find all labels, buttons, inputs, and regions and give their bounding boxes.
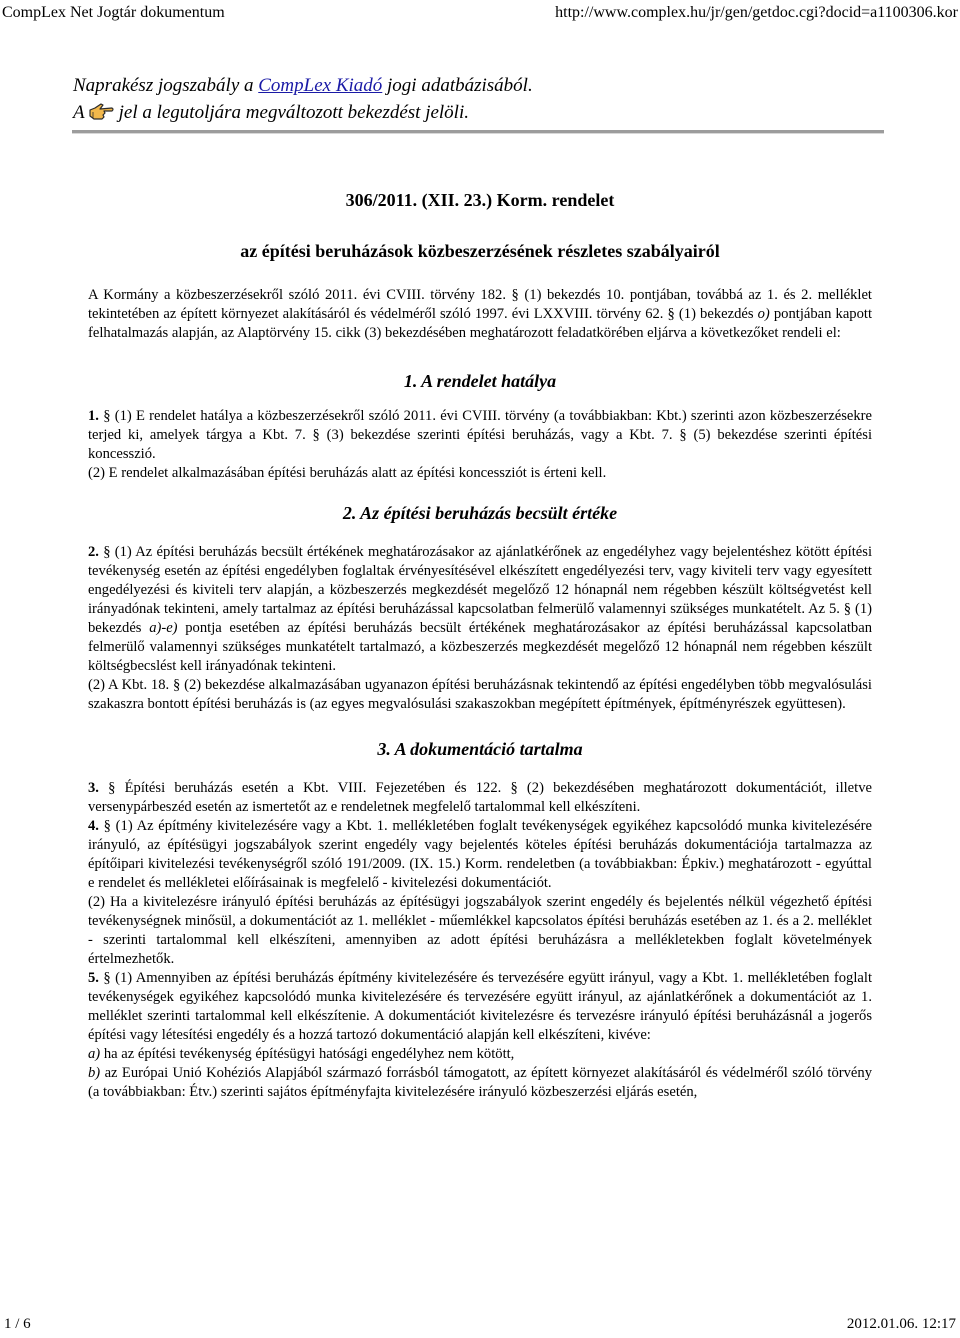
- horizontal-divider: [72, 130, 884, 134]
- notice-line-1: Naprakész jogszabály a CompLex Kiadó jogi adatbázisából.: [73, 75, 533, 96]
- document-subtitle: az építési beruházások közbeszerzésének részletes szabályairól: [240, 241, 720, 261]
- page-app-title: CompLex Net Jogtár dokumentum: [2, 4, 225, 21]
- paragraph-4-2: (2) Ha a kivitelezésre irányuló építési beruházás az építésügyi jogszabályok szerint engedély és bejelentés nélkül végezhető építési tevékenységnek minősül, a dokumentációt az 1. melléklet - műemlékkel kapcsolatos építési beruházás esetében az 1. és a 2. melléklet - szerinti tartalommal kell elkészíteni, amennyiben az adott építési beruházásra a mellékletekben foglalt követelmények értelmezhetők.: [88, 894, 872, 967]
- complex-kiado-link[interactable]: CompLex Kiadó: [258, 75, 383, 96]
- paragraph-1-1: 1. § (1) E rendelet hatálya a közbeszerzésekről szóló 2011. évi CVIII. törvény (a továbbiakban: Kbt.) szerinti azon közbeszerzésekre terjed ki, amelyek tárgya a Kbt. 7. § (3) bekezdése szerinti építési beruházás, vagy a Kbt. 7. § (5) bekezdése szerinti építési koncesszió.: [88, 408, 872, 462]
- page-number: 1 / 6: [4, 1316, 31, 1332]
- browser-header: [0, 0, 960, 26]
- paragraph-4-1: 4. § (1) Az építmény kivitelezésére vagy a Kbt. 1. mellékletében foglalt tevékenységek egyikéhez kapcsolódó munka kivitelezésére irányuló, az építésügyi jogszabályok szerint engedély vagy bejelentés köteles építési beruházás dokumentációja tartalmazza az építőipari kivitelezési tevékenységről szóló 191/2009. (IX. 15.) Korm. rendeletben (a továbbiakban: Épkiv.) meghatározott - egyúttal e rendelet és mellékletei előírásainak is megfelelő - kivitelezési dokumentációt.: [88, 818, 872, 891]
- print-timestamp: 2012.01.06. 12:17: [846, 1316, 956, 1332]
- section-heading-1: 1. A rendelet hatálya: [403, 371, 557, 391]
- paragraph-2-2: (2) A Kbt. 18. § (2) bekezdése alkalmazásában ugyanazon építési beruházásnak tekintendő az építési engedélyben több megvalósulási szakaszra bontott építési beruházás is (az egyes megvalósulási szakaszokban megépített építmények, építményrészek együttesen).: [88, 677, 872, 712]
- list-item-b: b) az Európai Unió Kohéziós Alapjából származó forrásból támogatott, az épített környezet alakításáról és védelméről szóló törvény (a továbbiakban: Étv.) szerinti sajátos építményfajta kivitelezésére irányuló közbeszerzési eljárás esetén,: [88, 1065, 872, 1100]
- section-heading-2: 2. Az építési beruházás becsült értéke: [342, 503, 618, 523]
- notice-line-2: A jel a legutoljára megváltozott bekezdést jelöli.: [73, 102, 469, 123]
- paragraph-3: 3. § Építési beruházás esetén a Kbt. VIII. Fejezetében és 122. § (2) bekezdésében meghatározott dokumentációt, illetve versenypárbeszéd esetén az ismertetőt az e rendeletnek megfelelő tartalommal kell elkészíteni.: [88, 780, 872, 815]
- document-body: [88, 190, 872, 1102]
- notice-block: [73, 72, 533, 126]
- paragraph-2-1: 2. § (1) Az építési beruházás becsült értékének meghatározásakor az ajánlatkérőnek az engedélyhez vagy bejelentéshez kötött építési tevékenység esetén az építési engedélyben foglaltak érvényesítésével elkészített engedélyezési terv, vagy kiviteli terv vagy egyesített engedélyezési és kiviteli terv alapján, a közbeszerzés megkezdését megelőző 12 hónapnál nem régebben készült költségvetést kell irányadónak tekinteni, amely tartalmaz az építési beruházással kapcsolatban felmerülő valamennyi szükséges munkatételt. Az 5. § (1) bekezdés a)-e) pontja esetében az építési beruházás becsült értékének meghatározásakor az építési beruházással kapcsolatban felmerülő valamennyi szükséges munkatételt tartalmazó, a közbeszerzés megkezdését megelőző 12 hónapnál nem régebben készült költségbecslést kell irányadónak tekinteni.: [88, 544, 872, 674]
- section-heading-3: 3. A dokumentáció tartalma: [377, 739, 583, 759]
- preamble: A Kormány a közbeszerzésekről szóló 2011. évi CVIII. törvény 182. § (1) bekezdés 10. pontjában, továbbá az 1. és 2. melléklet tekintetében az épített környezet alakításáról és védelméről szóló 1997. évi LXXVIII. törvény 62. § (1) bekezdés o) pontjában kapott felhatalmazás alapján, az Alaptörvény 15. cikk (3) bekezdésében meghatározott feladatkörében eljárva a következőket rendeli el:: [88, 287, 873, 341]
- paragraph-1-2: (2) E rendelet alkalmazásában építési beruházás alatt az építési koncessziót is érteni kell.: [88, 465, 607, 481]
- document-title: 306/2011. (XII. 23.) Korm. rendelet: [345, 190, 615, 210]
- pointing-hand-icon: [89, 101, 115, 121]
- page-url: http://www.complex.hu/jr/gen/getdoc.cgi?docid=a1100306.kor: [555, 4, 958, 21]
- paragraph-5-1: 5. § (1) Amennyiben az építési beruházás építmény kivitelezésére és tervezésére együtt irányul, vagy a Kbt. 1. mellékletében foglalt tevékenységek egyikéhez kapcsolódó munka kivitelezésére és tervezésére együtt irányul, az ajánlatkérőnek a dokumentációt az 1. melléklet szerinti tartalommal kell elkészítenie. A dokumentációt kivitelezésre és tervezésre irányuló építési beruházásnál a jogerős építési vagy létesítési engedély és a hozzá tartozó dokumentáció alapján kell elkészíteni, kivéve:: [88, 970, 872, 1043]
- page-footer: [0, 1316, 960, 1336]
- list-item-a: a) ha az építési tevékenység építésügyi hatósági engedélyhez nem kötött,: [88, 1046, 515, 1062]
